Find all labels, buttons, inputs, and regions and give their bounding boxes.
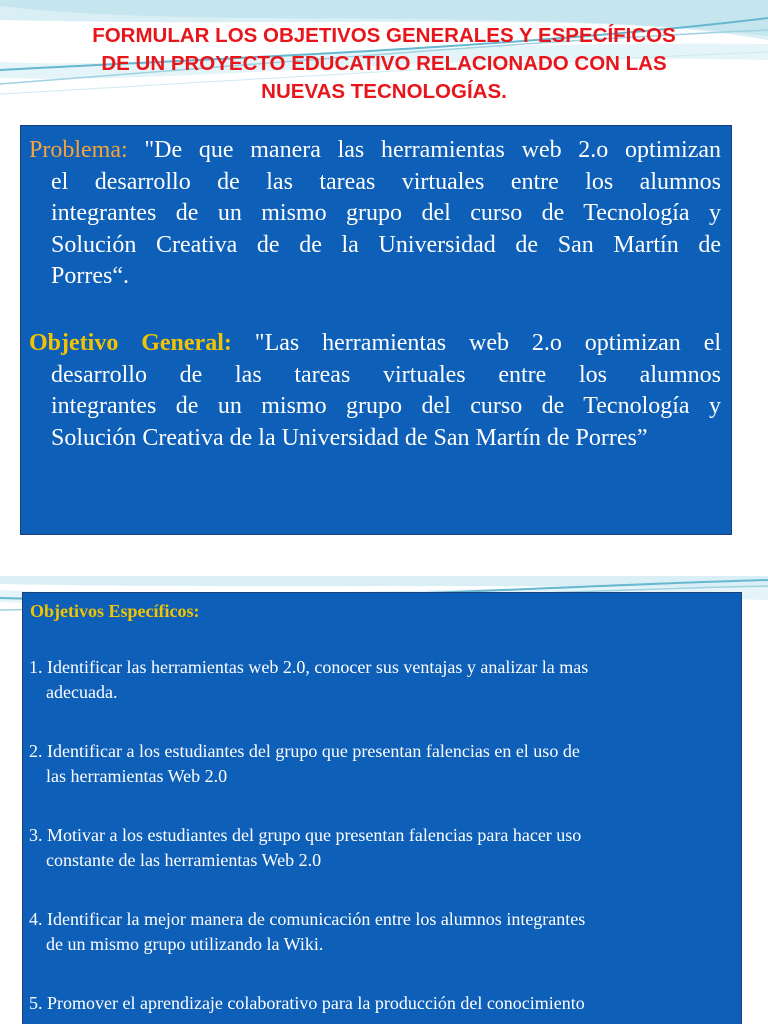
slide-divider [0,552,768,576]
objetivo-text: "Las herramientas web 2.o optimizan el [254,330,722,356]
specific-objectives-heading: Objetivos Específicos: [30,601,200,621]
objetivo-line: desarrollo de las tareas virtuales entre los alumnos [51,361,721,388]
objective-item-2 [29,739,735,789]
problema-paragraph [29,135,721,293]
specific-objectives-box [22,592,742,1024]
problema-label: Problema: [29,137,128,163]
problema-line: integrantes de un mismo grupo del curso de Tecnología y [51,200,721,226]
objetivo-line-1 [29,328,721,360]
problema-line-1 [29,135,721,167]
objective-item-5 [29,991,735,1016]
problema-line: Porres“. [51,263,129,289]
objetivo-general-label: Objetivo General: [29,330,232,356]
objective-item-1 [29,655,735,705]
objective-line: 1. Identificar las herramientas web 2.0, conocer sus ventajas y analizar la mas [29,657,589,677]
objective-line: las herramientas Web 2.0 [46,766,228,786]
title-line: DE UN PROYECTO EDUCATIVO RELACIONADO CON LAS [101,52,667,75]
objetivo-general-paragraph [29,328,721,454]
problema-line: Solución Creativa de de la Universidad de San Martín de [51,231,721,258]
title-line: NUEVAS TECNOLOGÍAS. [261,80,507,103]
objective-line: 5. Promover el aprendizaje colaborativo para la producción del conocimiento [29,993,585,1013]
objective-line: adecuada. [46,682,118,702]
objetivo-line: Solución Creativa de la Universidad de San Martín de Porres” [51,424,648,451]
objective-line: 4. Identificar la mejor manera de comunicación entre los alumnos integrantes [29,909,586,929]
objective-line: constante de las herramientas Web 2.0 [46,850,322,870]
objective-line: 3. Motivar a los estudiantes del grupo que presentan falencias para hacer uso [29,825,582,845]
problema-text: "De que manera las herramientas web 2.o optimizan [144,137,722,163]
objective-item-4 [29,907,735,957]
objective-line: de un mismo grupo utilizando la Wiki. [46,934,324,954]
problema-line: el desarrollo de las tareas virtuales entre los alumnos [51,168,721,195]
slide-title [20,22,748,106]
objective-line: 2. Identificar a los estudiantes del grupo que presentan falencias en el uso de [29,741,580,761]
objective-item-3 [29,823,735,873]
title-line: FORMULAR LOS OBJETIVOS GENERALES Y ESPECÍFICOS [92,24,676,47]
objetivo-line: integrantes de un mismo grupo del curso de Tecnología y [51,393,721,419]
problem-objective-box [20,125,732,535]
slide-2 [0,576,768,1024]
